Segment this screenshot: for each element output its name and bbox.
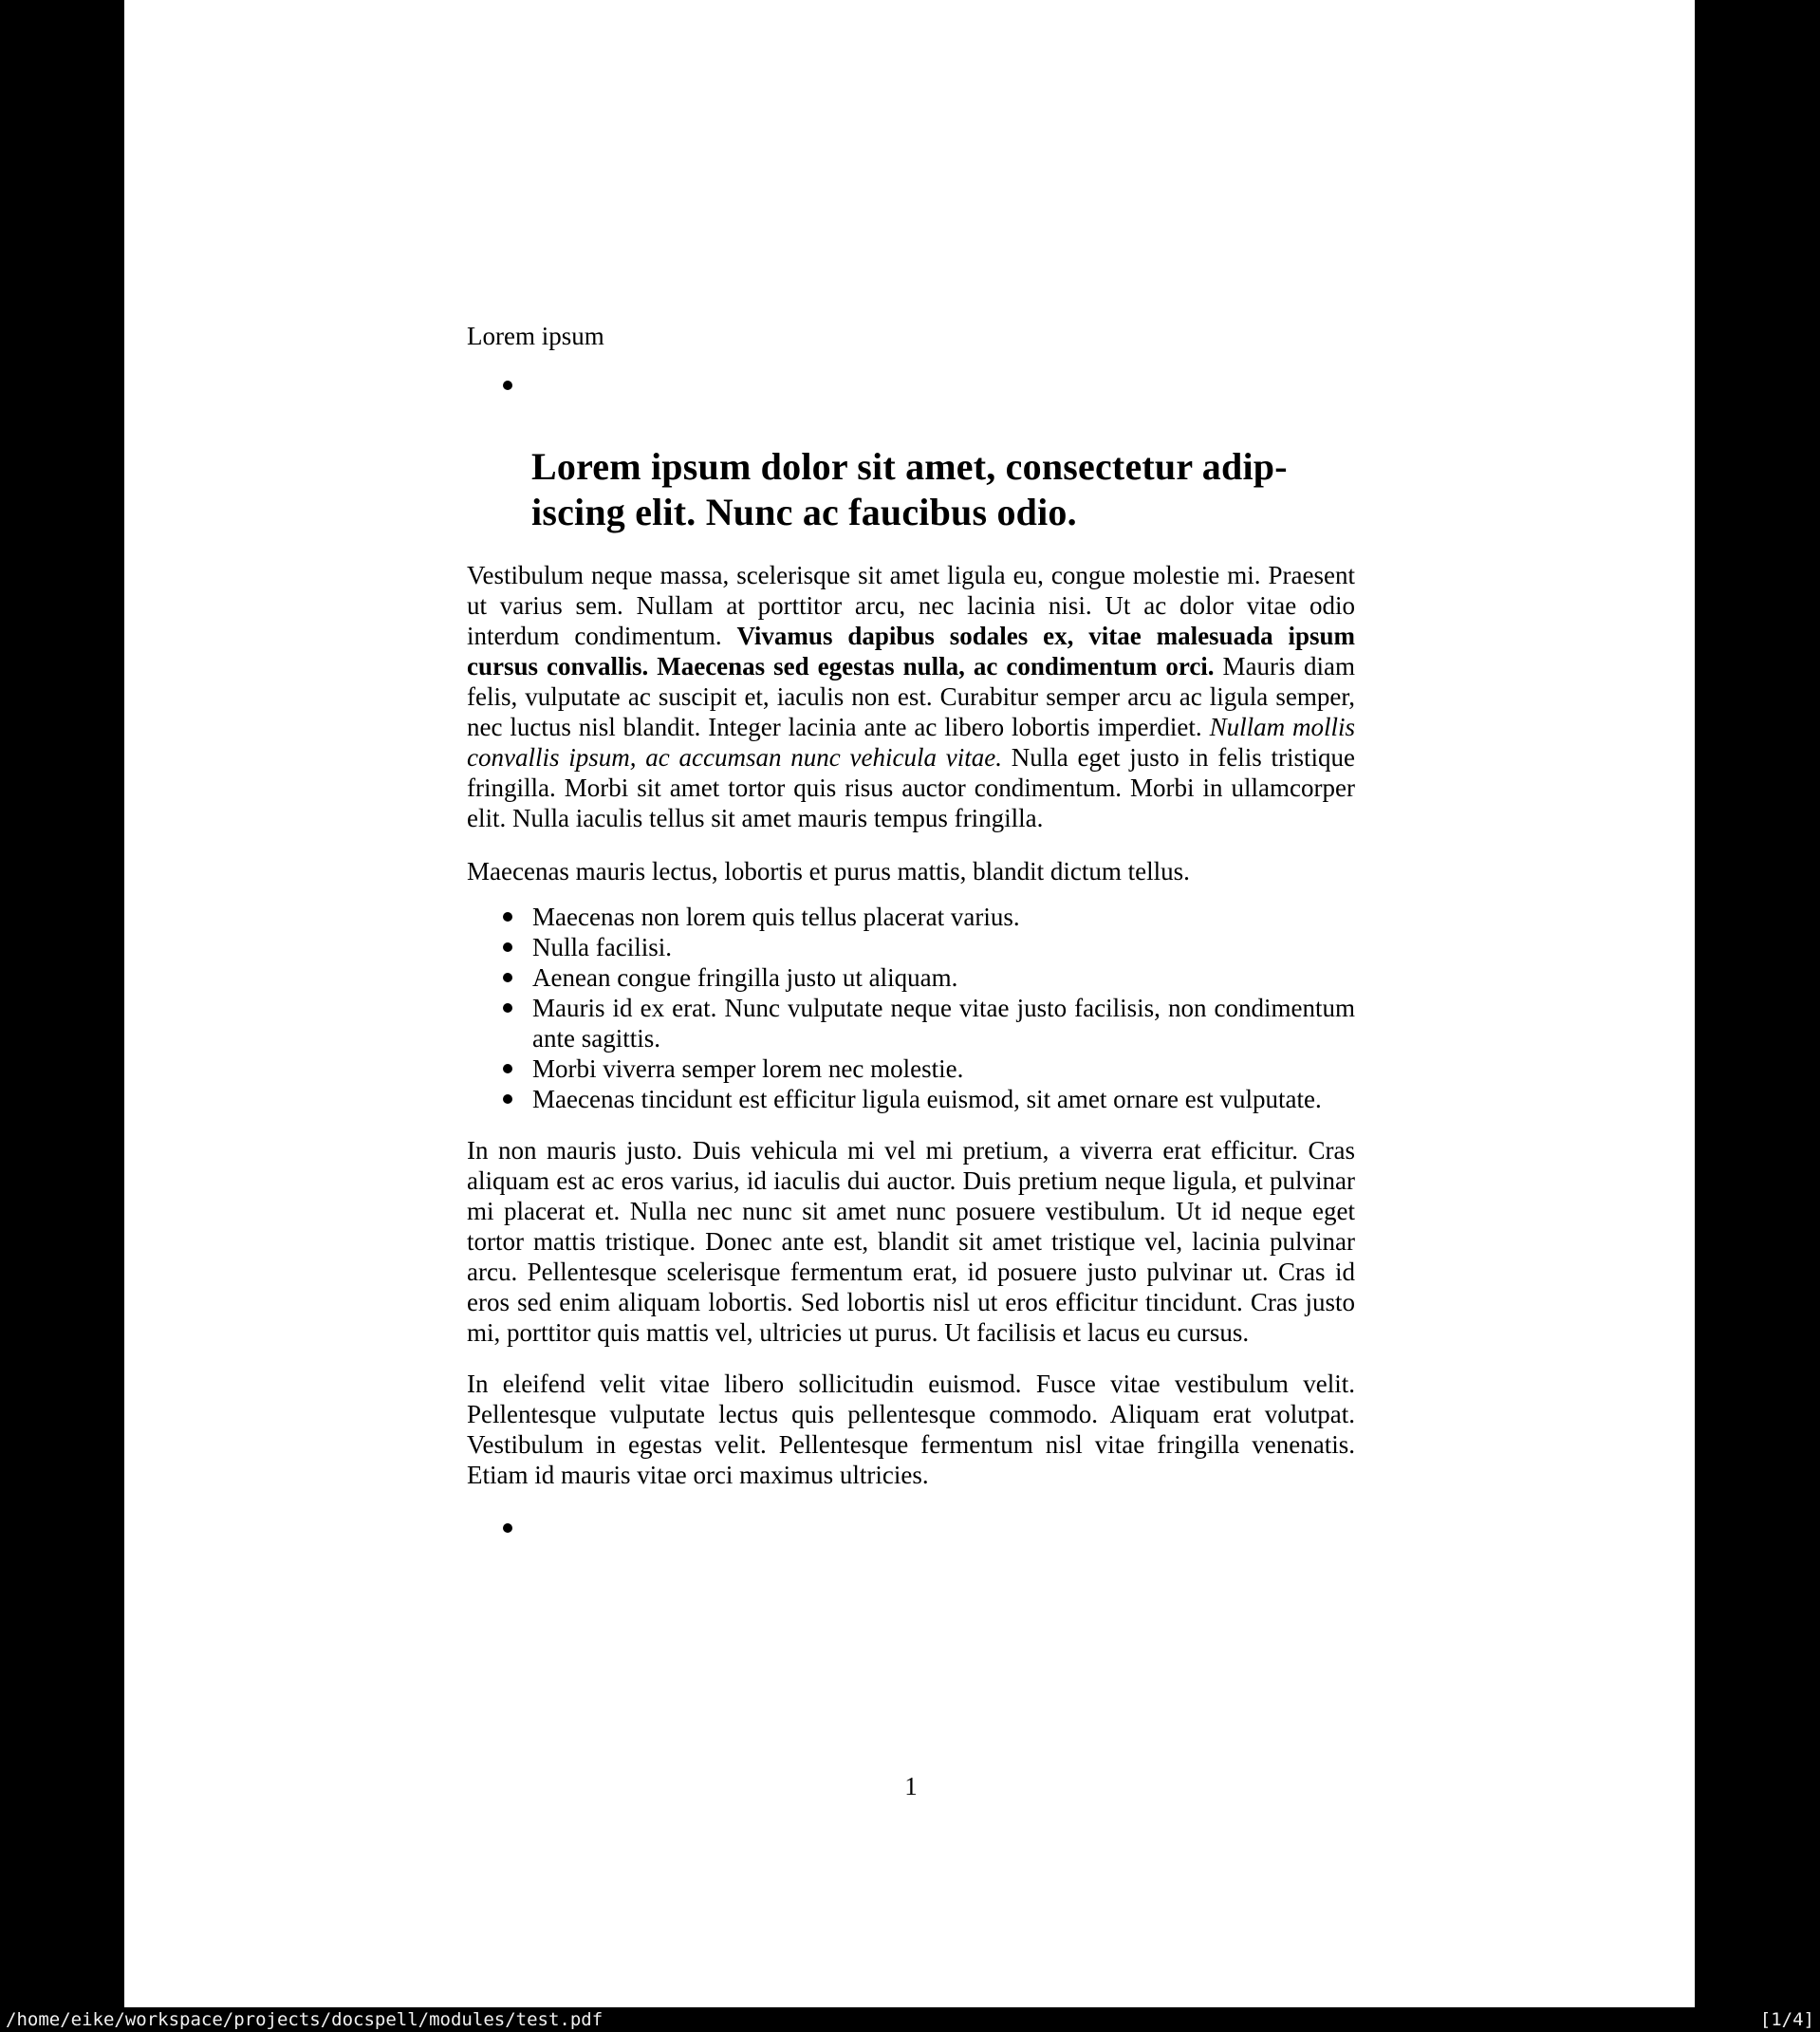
list-item-text: Aenean congue fringilla justo ut aliquam. <box>532 963 958 992</box>
paragraph-4: In eleifend velit vitae libero sollicitudin euismod. Fusce vitae vestibulum velit. Pellentesque vulputate lectus quis pellentesque commodo. Aliquam erat volutpat. Vestibulum in egestas velit. Pellentesque fermentum nisl vitae fringilla venenatis. Etiam id mauris vitae orci maximus ultricies. <box>467 1370 1355 1489</box>
bullet-icon <box>503 973 512 982</box>
list-item <box>467 1084 1355 1114</box>
paragraph-2: Maecenas mauris lectus, lobortis et purus mattis, blandit dictum tellus. <box>467 857 1190 886</box>
list-item-text: Nulla facilisi. <box>532 933 672 961</box>
list-item-text: Morbi viverra semper lorem nec molestie. <box>532 1054 964 1083</box>
text-block <box>467 0 1355 1543</box>
paragraph-3: In non mauris justo. Duis vehicula mi vel mi pretium, a viverra erat efficitur. Cras aliquam est ac eros varius, id iaculis dui auctor. Duis pretium neque ligula, et pulvinar mi placerat et. Nulla nec nunc sit amet nunc posuere vestibulum. Ut id neque eget tortor mattis tristique. Donec ante est, blandit sit amet tristique vel, lacinia pulvinar arcu. Pellentesque scelerisque fermentum erat, id posuere justo pulvinar ut. Cras id eros sed enim aliquam lobortis. Sed lobortis nisl ut eros efficitur tincidunt. Cras justo mi, porttitor quis mattis vel, ultricies ut purus. Ut facilisis et lacus eu cursus. <box>467 1136 1355 1347</box>
statusbar-page-indicator: [1/4] <box>1759 2009 1814 2030</box>
statusbar <box>0 2007 1820 2032</box>
text-segment-bold: Vivamus dapibus sodales ex, vitae malesuada ipsum cursus convallis. Maecenas sed egestas nulla, ac condimentum orci. <box>467 622 1355 680</box>
bullet-icon <box>503 1523 512 1533</box>
text-segment-normal: Mauris diam felis, vulputate ac suscipit et, iaculis non est. Curabitur semper arcu ac ligula semper, nec luctus nisl blandit. Integer lacinia ante ac libero lobortis imperdiet. <box>467 652 1355 741</box>
section-heading <box>531 444 1355 535</box>
bullet-icon <box>503 1094 512 1104</box>
empty-bullet-item-bottom <box>467 1513 1355 1543</box>
bullet-icon <box>503 381 512 390</box>
section-heading-line1: Lorem ipsum dolor sit amet, consectetur adip- <box>531 445 1288 488</box>
list-item <box>467 962 1355 993</box>
list-item <box>467 932 1355 962</box>
statusbar-file-path: /home/eike/workspace/projects/docspell/modules/test.pdf <box>6 2009 604 2030</box>
list-item-text: Maecenas non lorem quis tellus placerat varius. <box>532 903 1020 931</box>
list-item-text: Maecenas tincidunt est efficitur ligula euismod, sit amet ornare est vulputate. <box>532 1085 1322 1113</box>
list-item-text: Mauris id ex erat. Nunc vulputate neque vitae justo facilisis, non condimentum ante sagittis. <box>532 994 1355 1053</box>
list-item <box>467 993 1355 1053</box>
section-heading-line2: iscing elit. Nunc ac faucibus odio. <box>531 491 1077 533</box>
bullet-icon <box>503 942 512 952</box>
bullet-icon <box>503 912 512 922</box>
list-item <box>467 902 1355 932</box>
text-segment-normal: Nulla eget justo in felis tristique fringilla. Morbi sit amet tortor quis risus auctor condimentum. Morbi in ullamcorper elit. Nulla iaculis tellus sit amet mauris tempus fringilla. <box>467 743 1355 832</box>
bullet-icon <box>503 1003 512 1013</box>
paragraph-1 <box>467 560 1355 833</box>
lead-text: Lorem ipsum <box>467 322 604 350</box>
bullet-icon <box>503 1064 512 1073</box>
text-segment-italic: Nullam mollis convallis ipsum, ac accumsan nunc vehicula vitae. <box>467 713 1355 772</box>
pdf-page-canvas[interactable] <box>124 0 1695 2007</box>
list-item <box>467 1053 1355 1084</box>
text-segment-normal: Vestibulum neque massa, scelerisque sit amet ligula eu, congue molestie mi. Praesent ut varius sem. Nullam at porttitor arcu, nec lacinia nisi. Ut ac dolor vitae odio interdum condimentum. <box>467 561 1355 650</box>
page-number: 1 <box>904 1772 918 1800</box>
empty-bullet-item-top <box>467 370 1355 401</box>
bullet-list <box>467 902 1355 1114</box>
